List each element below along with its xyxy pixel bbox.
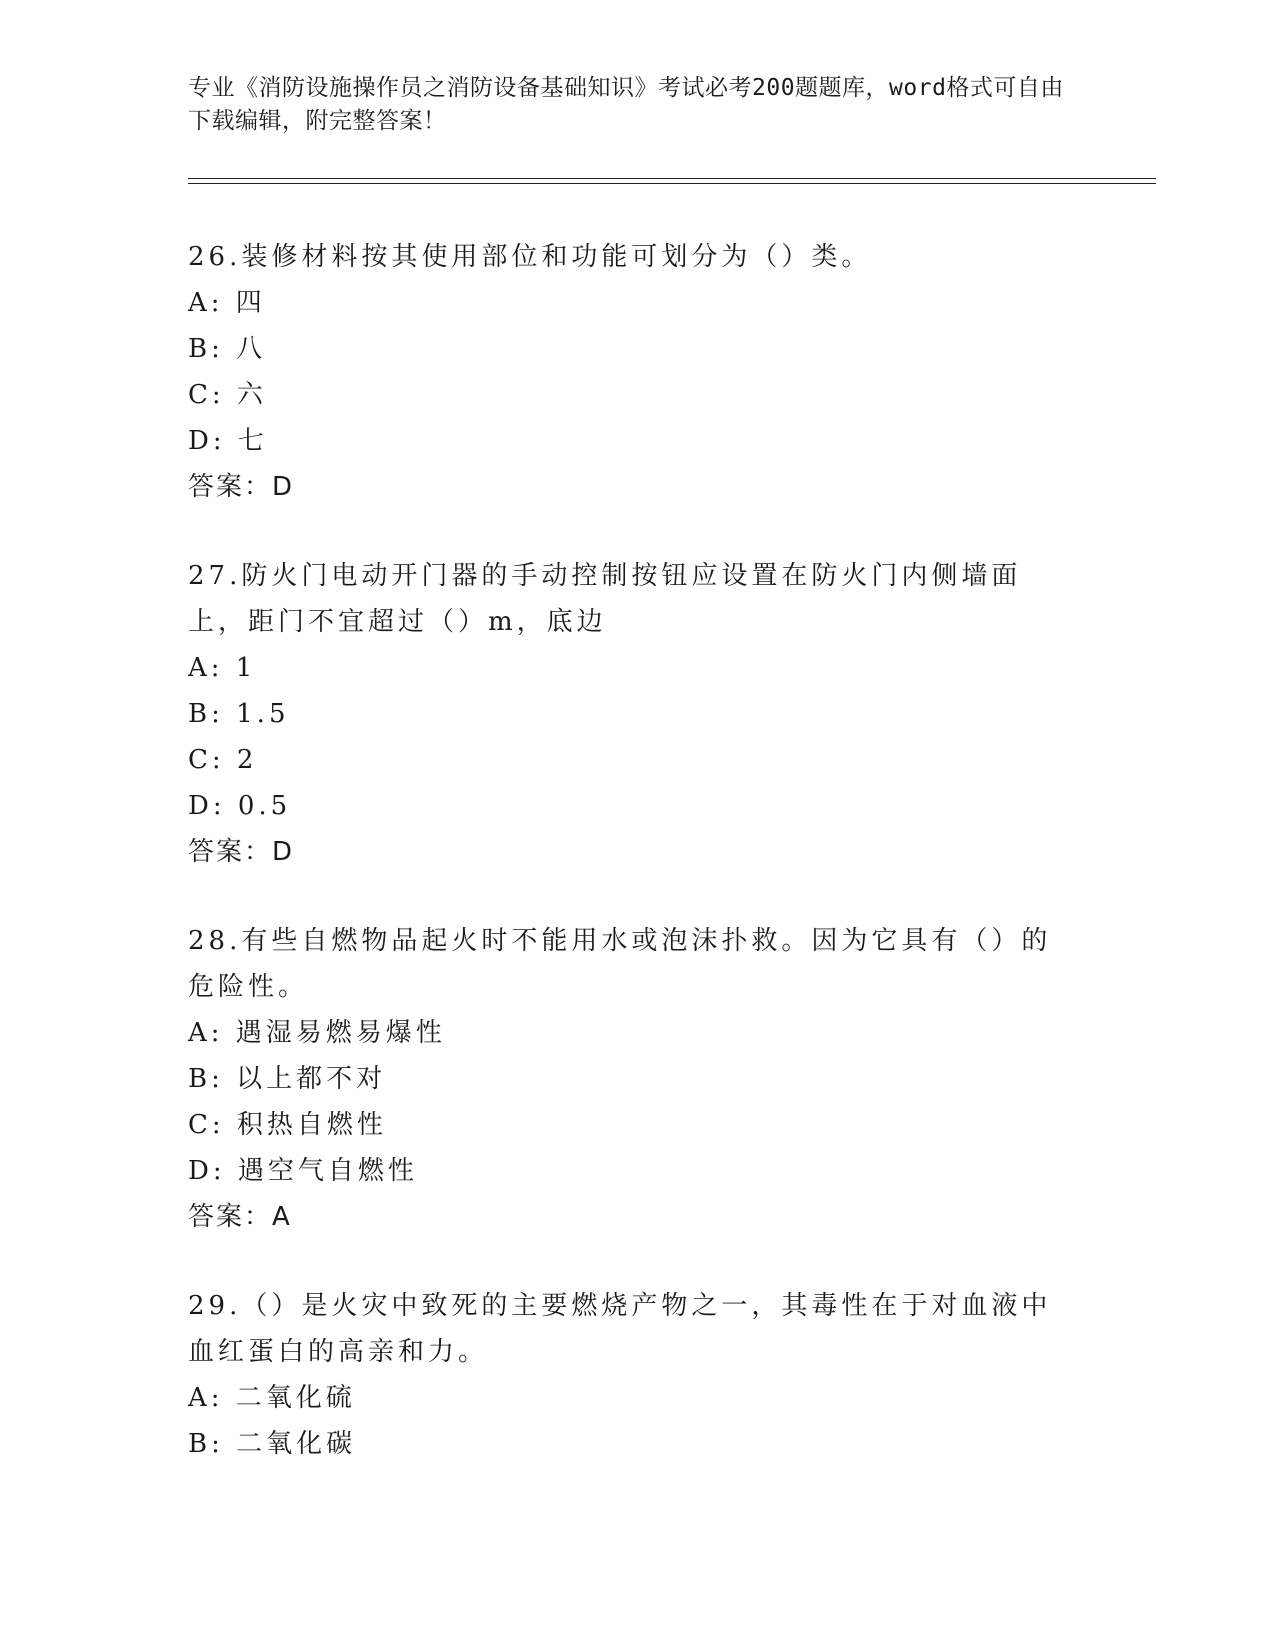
question-text: 28.有些自燃物品起火时不能用水或泡沫扑救。因为它具有（）的危险性。 [188,926,1052,1002]
question-28 [188,918,1088,1240]
option-d: D: 七 [188,426,268,456]
option-b: B: 1.5 [188,699,290,729]
option-a: A: 1 [188,653,257,683]
option-c: C: 积热自燃性 [188,1110,387,1140]
question-27 [188,553,1088,875]
document-header: 专业《消防设施操作员之消防设备基础知识》考试必考200题题库，word格式可自由下载编辑，附完整答案！ [188,75,1064,134]
header-divider [188,178,1156,184]
answer: 答案：D [188,472,295,502]
question-text: 29.（）是火灾中致死的主要燃烧产物之一，其毒性在于对血液中血红蛋白的高亲和力。 [188,1291,1052,1367]
answer: 答案：A [188,1202,292,1232]
answer: 答案：D [188,837,295,867]
option-b: B: 二氧化碳 [188,1429,357,1459]
question-29 [188,1283,1088,1467]
question-26 [188,234,1088,510]
option-a: A: 遇湿易燃易爆性 [188,1018,446,1048]
option-d: D: 0.5 [188,791,292,821]
option-d: D: 遇空气自燃性 [188,1156,418,1186]
option-a: A: 二氧化硫 [188,1383,356,1413]
option-c: C: 2 [188,745,258,775]
option-b: B: 八 [188,334,267,364]
option-b: B: 以上都不对 [188,1064,387,1094]
question-list [188,234,1088,1510]
question-text: 26.装修材料按其使用部位和功能可划分为（）类。 [188,242,872,272]
option-a: A: 四 [188,288,266,318]
option-c: C: 六 [188,380,267,410]
question-text: 27.防火门电动开门器的手动控制按钮应设置在防火门内侧墙面上，距门不宜超过（）m，底边 [188,561,1022,637]
